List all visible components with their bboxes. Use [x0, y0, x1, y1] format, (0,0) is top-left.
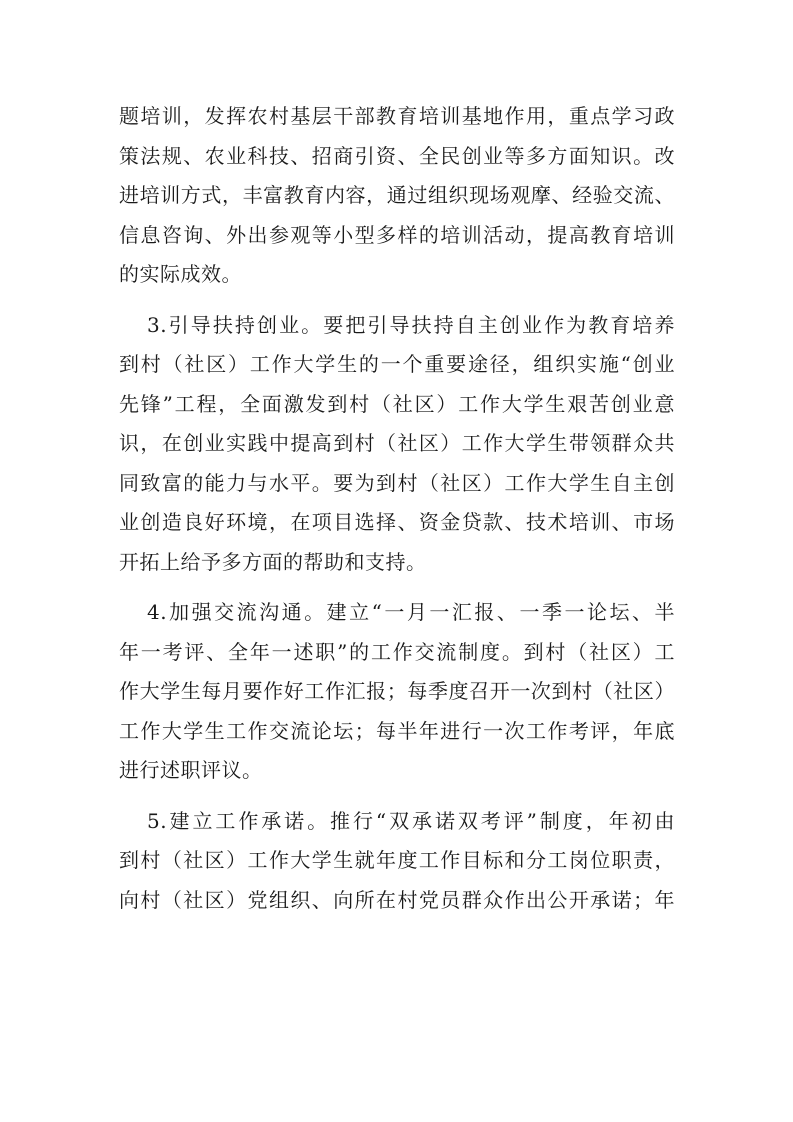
text-line: 年一考评、全年一述职”的工作交流制度。到村（社区）工	[119, 639, 675, 664]
text-line: 的实际成效。	[119, 262, 242, 286]
text-line: 业创造良好环境，在项目选择、资金贷款、技术培训、市场	[119, 510, 675, 534]
text-line: 4.加强交流沟通。建立“一月一汇报、一季一论坛、半	[147, 600, 675, 624]
text-line: 题培训，发挥农村基层干部教育培训基地作用，重点学习政	[119, 104, 675, 128]
text-line: 5.建立工作承诺。推行“双承诺双考评”制度，年初由	[147, 808, 675, 833]
text-line: 3.引导扶持创业。要把引导扶持自主创业作为教育培养	[147, 312, 675, 337]
text-line: 到村（社区）工作大学生的一个重要途径，组织实施“创业	[119, 352, 675, 376]
text-line: 识，在创业实践中提高到村（社区）工作大学生带领群众共	[119, 431, 675, 455]
text-line: 到村（社区）工作大学生就年度工作目标和分工岗位职责，	[119, 848, 675, 872]
text-line: 进培训方式，丰富教育内容，通过组织现场观摩、经验交流、	[119, 183, 675, 207]
text-line: 策法规、农业科技、招商引资、全民创业等多方面知识。改	[119, 143, 675, 168]
paragraph	[119, 97, 675, 295]
document-body	[119, 97, 675, 920]
text-line: 开拓上给予多方面的帮助和支持。	[119, 549, 427, 574]
paragraph	[119, 306, 675, 583]
paragraph-spacer	[119, 582, 675, 593]
text-line: 先锋”工程，全面激发到村（社区）工作大学生艰苦创业意	[119, 391, 675, 416]
text-line: 作大学生每月要作好工作汇报；每季度召开一次到村（社区）	[119, 679, 675, 703]
text-line: 工作大学生工作交流论坛；每半年进行一次工作考评，年底	[119, 718, 675, 743]
text-line: 进行述职评议。	[119, 758, 263, 782]
text-line: 向村（社区）党组织、向所在村党员群众作出公开承诺；年	[119, 887, 675, 912]
text-line: 信息咨询、外出参观等小型多样的培训活动，提高教育培训	[119, 222, 675, 247]
paragraph	[119, 802, 675, 921]
paragraph-spacer	[119, 791, 675, 802]
paragraph-spacer	[119, 295, 675, 306]
paragraph	[119, 593, 675, 791]
text-line: 同致富的能力与水平。要为到村（社区）工作大学生自主创	[119, 470, 675, 495]
